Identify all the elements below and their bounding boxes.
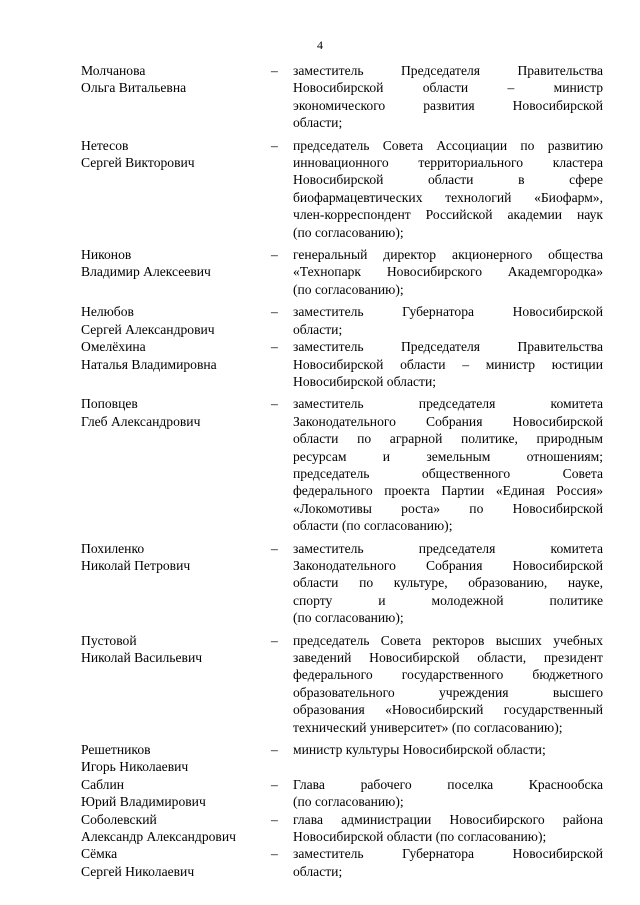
- description-line: образовательного учреждения высшего: [293, 684, 603, 700]
- surname: Омелёхина: [81, 339, 146, 355]
- position-description: [293, 338, 603, 390]
- description-line: заместитель председателя комитета: [293, 540, 603, 556]
- dash: –: [271, 776, 278, 792]
- description-line: биофармацевтических технологий «Биофарм»,: [293, 189, 603, 205]
- person-name: [81, 137, 271, 241]
- position-description: [293, 395, 603, 534]
- description-line: образования «Новосибирский государственный: [293, 702, 603, 718]
- given-name: Глеб Александрович: [81, 413, 201, 429]
- page-number: 4: [317, 38, 323, 52]
- list-item: [81, 741, 603, 776]
- description-line: области;: [293, 321, 343, 337]
- list-item: [81, 246, 603, 298]
- dash: –: [271, 742, 278, 758]
- person-name: [81, 246, 271, 298]
- position-description: [293, 137, 603, 241]
- person-name: [81, 811, 271, 846]
- position-description: [293, 741, 603, 776]
- description-line: технический университет» (по согласованию);: [293, 719, 563, 735]
- surname: Решетников: [81, 742, 151, 758]
- description-line: заместитель Губернатора Новосибирской: [293, 846, 603, 862]
- dash: –: [271, 63, 278, 78]
- surname: Молчанова: [81, 63, 146, 78]
- person-name: [81, 62, 271, 132]
- person-name: [81, 338, 271, 390]
- description-line: глава администрации Новосибирского района: [293, 811, 603, 827]
- position-description: [293, 540, 603, 627]
- list-item: [81, 811, 603, 846]
- given-name: Владимир Алексеевич: [81, 264, 211, 280]
- person-name: [81, 540, 271, 627]
- given-name: Сергей Николаевич: [81, 863, 195, 879]
- person-name: [81, 845, 271, 880]
- description-line: Новосибирской области (по согласованию);: [293, 829, 547, 845]
- surname: Саблин: [81, 776, 125, 792]
- person-name: [81, 632, 271, 736]
- dash: –: [271, 632, 278, 648]
- person-name: [81, 303, 271, 338]
- list-item: [81, 62, 603, 132]
- description-line: член-корреспондент Российской академии наук: [293, 207, 603, 223]
- surname: Соболевский: [81, 811, 157, 827]
- position-description: [293, 246, 603, 298]
- given-name: Ольга Витальевна: [81, 80, 187, 96]
- list-item: [81, 338, 603, 390]
- description-line: федерального государственного бюджетного: [293, 667, 603, 683]
- surname: Никонов: [81, 247, 132, 263]
- position-description: [293, 776, 603, 811]
- description-line: заместитель Председателя Правительства: [293, 339, 603, 355]
- given-name: Игорь Николаевич: [81, 759, 189, 775]
- description-line: (по согласованию);: [293, 224, 404, 240]
- list-item: [81, 137, 603, 241]
- surname: Пустовой: [81, 632, 137, 648]
- description-line: экономического развития Новосибирской: [293, 97, 603, 113]
- description-line: федерального проекта Партии «Единая Россия»: [293, 483, 603, 499]
- description-line: области по культуре, образованию, науке,: [293, 575, 603, 591]
- list-item: [81, 395, 603, 534]
- list-item: [81, 845, 603, 880]
- position-description: [293, 845, 603, 880]
- given-name: Александр Александрович: [81, 829, 236, 845]
- description-line: заведений Новосибирской области, президент: [293, 650, 603, 665]
- description-line: «Локомотивы роста» по Новосибирской: [293, 500, 603, 516]
- description-line: заместитель Губернатора Новосибирской: [293, 304, 603, 320]
- description-line: области (по согласованию);: [293, 518, 453, 534]
- description-line: «Технопарк Новосибирского Академгородка»: [293, 264, 603, 280]
- description-line: (по согласованию);: [293, 794, 404, 810]
- dash: –: [271, 396, 278, 412]
- position-description: [293, 632, 603, 736]
- person-name: [81, 395, 271, 534]
- description-line: спорту и молодежной политике: [293, 592, 603, 608]
- given-name: Юрий Владимирович: [81, 794, 206, 810]
- description-line: Законодательного Собрания Новосибирской: [293, 557, 603, 573]
- list-item: [81, 632, 603, 736]
- description-line: области по аграрной политике, природным: [293, 431, 603, 447]
- description-line: заместитель Председателя Правительства: [293, 63, 603, 78]
- position-description: [293, 62, 603, 132]
- position-description: [293, 303, 603, 338]
- given-name: Сергей Александрович: [81, 321, 215, 337]
- dash: –: [271, 304, 278, 320]
- given-name: Сергей Викторович: [81, 155, 195, 171]
- given-name: Николай Васильевич: [81, 650, 203, 665]
- description-line: председатель Совета ректоров высших учебных: [293, 632, 603, 648]
- given-name: Николай Петрович: [81, 557, 191, 573]
- description-line: председатель Совета Ассоциации по развитию: [293, 137, 603, 153]
- position-description: [293, 811, 603, 846]
- description-line: Новосибирской области – министр юстиции: [293, 356, 603, 372]
- description-line: инновационного территориального кластера: [293, 155, 603, 171]
- surname: Нелюбов: [81, 304, 134, 320]
- description-line: председатель общественного Совета: [293, 465, 603, 481]
- description-line: области;: [293, 115, 343, 131]
- dash: –: [271, 811, 278, 827]
- description-line: (по согласованию);: [293, 281, 404, 297]
- description-line: Глава рабочего поселка Краснообска: [293, 776, 603, 792]
- description-line: генеральный директор акционерного общества: [293, 247, 603, 263]
- dash: –: [271, 137, 278, 153]
- surname: Похиленко: [81, 540, 145, 556]
- surname: Сёмка: [81, 846, 118, 862]
- dash: –: [271, 540, 278, 556]
- description-line: Законодательного Собрания Новосибирской: [293, 413, 603, 429]
- member-list: [81, 62, 603, 880]
- surname: Нетесов: [81, 137, 129, 153]
- surname: Поповцев: [81, 396, 138, 412]
- list-item: [81, 540, 603, 627]
- list-item: [81, 303, 603, 338]
- description-line: Новосибирской области – министр: [293, 80, 603, 96]
- given-name: Наталья Владимировна: [81, 356, 217, 372]
- dash: –: [271, 339, 278, 355]
- list-item: [81, 776, 603, 811]
- dash: –: [271, 247, 278, 263]
- description-line: области;: [293, 863, 343, 879]
- description-line: министр культуры Новосибирской области;: [293, 742, 546, 758]
- description-line: (по согласованию);: [293, 610, 404, 626]
- person-name: [81, 776, 271, 811]
- person-name: [81, 741, 271, 776]
- description-line: Новосибирской области;: [293, 373, 437, 389]
- description-line: ресурсам и земельным отношениям;: [293, 448, 603, 464]
- description-line: заместитель председателя комитета: [293, 396, 603, 412]
- dash: –: [271, 846, 278, 862]
- description-line: Новосибирской области в сфере: [293, 172, 603, 188]
